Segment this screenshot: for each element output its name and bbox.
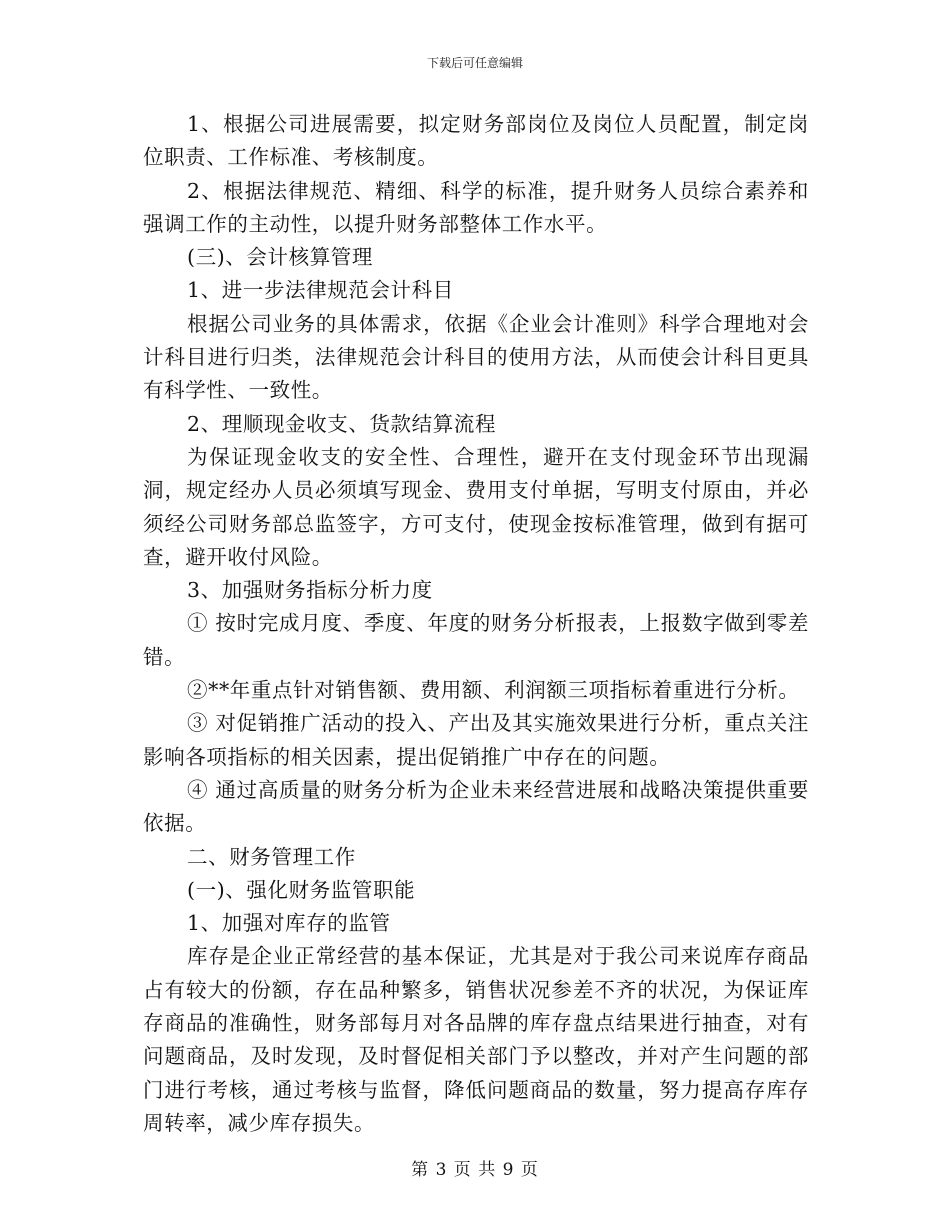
paragraph: 为保证现金收支的安全性、合理性，避开在支付现金环节出现漏洞，规定经办人员必须填写现金、费用支付单据，写明支付原由，并必须经公司财务部总监签字，方可支付，使现金按标准管理，做到有据可查，避开收付风险。: [143, 444, 809, 569]
page-header: 下载后可任意编辑: [426, 56, 523, 70]
subsection-heading: 2、理顺现金收支、货款结算流程: [187, 411, 497, 436]
list-item: ②**年重点针对销售额、费用额、利润额三项指标着重进行分析。: [187, 678, 800, 703]
section-heading: 二、财务管理工作: [187, 844, 356, 869]
list-item: ④ 通过高质量的财务分析为企业未来经营进展和战略决策提供重要依据。: [143, 777, 809, 836]
paragraph: 根据公司业务的具体需求，依据《企业会计准则》科学合理地对会计科目进行归类，法律规范会计科目的使用方法，从而使会计科目更具有科学性、一致性。: [143, 311, 809, 403]
list-item: ① 按时完成月度、季度、年度的财务分析报表，上报数字做到零差错。: [143, 611, 809, 669]
page-footer: 第 3 页 共 9 页: [411, 1160, 539, 1180]
subsection-heading: 1、进一步法律规范会计科目: [187, 278, 454, 303]
section-heading: (一)、强化财务监管职能: [187, 877, 416, 902]
paragraph: 1、根据公司进展需要，拟定财务部岗位及岗位人员配置，制定岗位职责、工作标准、考核制度。: [143, 112, 809, 170]
list-item: ③ 对促销推广活动的投入、产出及其实施效果进行分析，重点关注影响各项指标的相关因素，提出促销推广中存在的问题。: [143, 711, 809, 769]
document-body: [143, 108, 809, 1140]
section-heading: (三)、会计核算管理: [187, 245, 373, 270]
paragraph: 库存是企业正常经营的基本保证，尤其是对于我公司来说库存商品占有较大的份额，存在品种繁多，销售状况参差不齐的状况，为保证库存商品的准确性，财务部每月对各品牌的库存盘点结果进行抽查，对有问题商品，及时发现，及时督促相关部门予以整改，并对产生问题的部门进行考核，通过考核与监督，降低问题商品的数量，努力提高存库存周转率，减少库存损失。: [143, 944, 809, 1135]
subsection-heading: 1、加强对库存的监管: [187, 911, 391, 936]
paragraph: 2、根据法律规范、精细、科学的标准，提升财务人员综合素养和强调工作的主动性，以提升财务部整体工作水平。: [143, 178, 809, 236]
subsection-heading: 3、加强财务指标分析力度: [187, 578, 433, 603]
